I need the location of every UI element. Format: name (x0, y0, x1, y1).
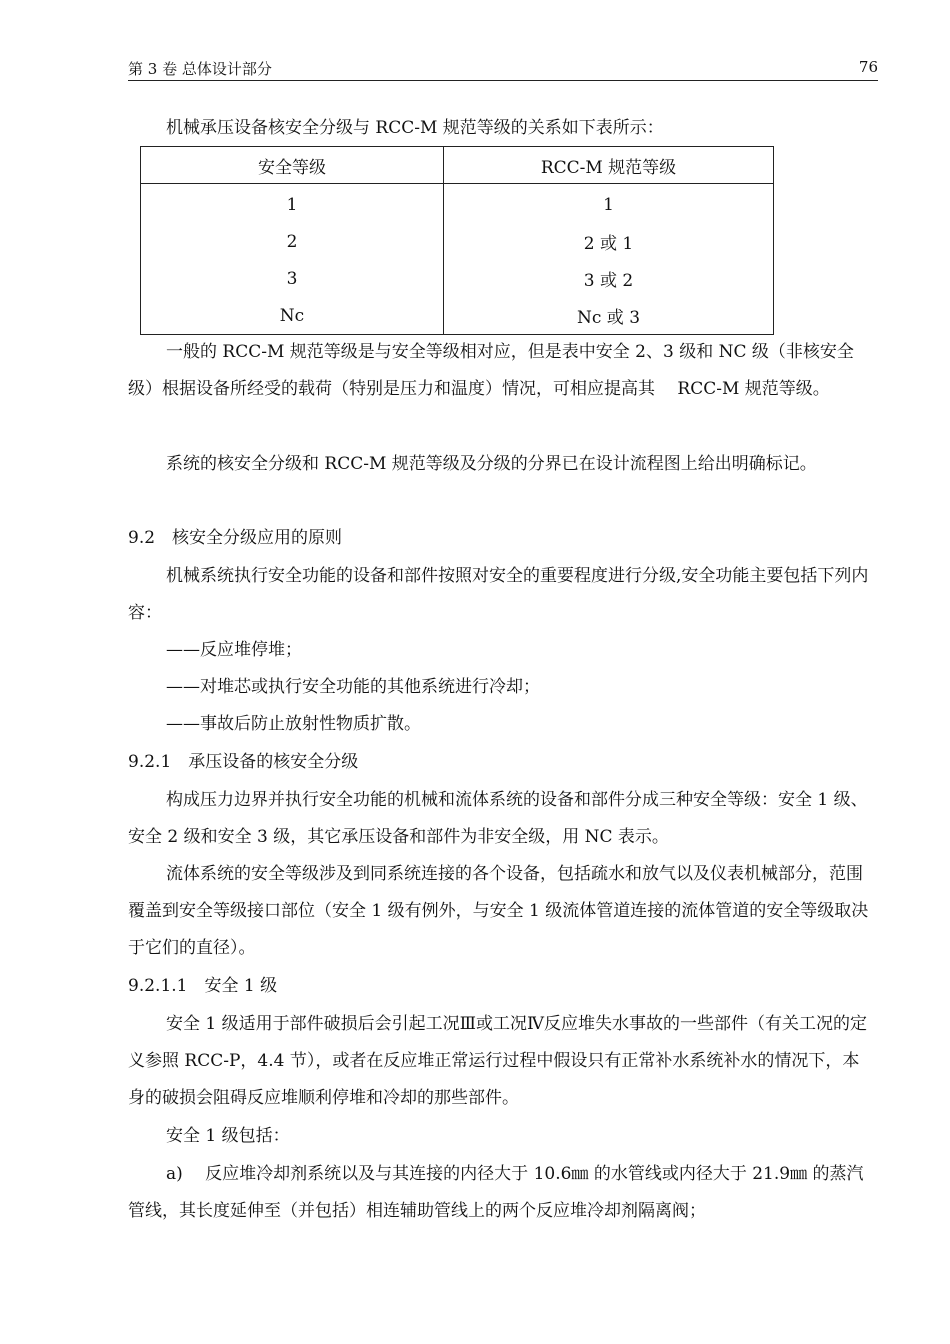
table-row (141, 260, 774, 297)
list-item: ——对堆芯或执行安全功能的其他系统进行冷却； (166, 677, 540, 697)
section-heading-9-2: 9.2 核安全分级应用的原则 (128, 528, 343, 548)
list-item-a: a) 反应堆冷却剂系统以及与其连接的内径大于 10.6㎜ 的水管线或内径大于 21.9㎜ 的蒸汽管线，其长度延伸至（并包括）相连辅助管线上的两个反应堆冷却剂隔离阀； (128, 1164, 864, 1221)
table-cell: 1 (444, 184, 774, 224)
list-item: ——事故后防止放射性物质扩散。 (166, 714, 421, 734)
table-cell: 1 (141, 184, 444, 224)
table-cell: 2 (141, 223, 444, 260)
column-header-rccm-class: RCC-M 规范等级 (444, 147, 774, 184)
table-row (141, 223, 774, 260)
paragraph-safety-functions: 机械系统执行安全功能的设备和部件按照对安全的重要程度进行分级,安全功能主要包括下列内容： (128, 566, 869, 623)
paragraph-class-1-includes: 安全 1 级包括： (166, 1126, 290, 1146)
paragraph-flowchart-marking: 系统的核安全分级和 RCC-M 规范等级及分级的分界已在设计流程图上给出明确标记。 (166, 454, 817, 474)
paragraph-fluid-systems: 流体系统的安全等级涉及到同系统连接的各个设备，包括疏水和放气以及仪表机械部分，范围覆盖到安全等级接口部位（安全 1 级有例外，与安全 1 级流体管道连接的流体管道的安全等级取决于它们的直径）。 (128, 864, 869, 958)
column-header-safety-class: 安全等级 (141, 147, 444, 184)
paragraph-three-classes: 构成压力边界并执行安全功能的机械和流体系统的设备和部件分成三种安全等级：安全 1 级、安全 2 级和安全 3 级，其它承压设备和部件为非安全级，用 NC 表示。 (128, 790, 868, 847)
page-number: 76 (858, 58, 878, 76)
table-row (141, 184, 774, 224)
table-cell: 2 或 1 (444, 223, 774, 260)
section-heading-9-2-1-1: 9.2.1.1 安全 1 级 (128, 976, 278, 996)
paragraph-rccm-correspondence: 一般的 RCC-M 规范等级是与安全等级相对应，但是表中安全 2、3 级和 NC 级（非核安全级）根据设备所经受的载荷（特别是压力和温度）情况，可相应提高其 RCC-M 规范等级。 (128, 342, 854, 399)
table-row (141, 297, 774, 335)
safety-class-table (140, 146, 774, 335)
table-cell: 3 (141, 260, 444, 297)
table-cell: Nc 或 3 (444, 297, 774, 335)
paragraph-class-1-definition: 安全 1 级适用于部件破损后会引起工况Ⅲ或工况Ⅳ反应堆失水事故的一些部件（有关工况的定义参照 RCC-P，4.4 节），或者在反应堆正常运行过程中假设只有正常补水系统补水的情况下，本身的破损会阻碍反应堆顺利停堆和冷却的那些部件。 (128, 1014, 867, 1108)
table-cell: Nc (141, 297, 444, 335)
section-heading-9-2-1: 9.2.1 承压设备的核安全分级 (128, 752, 359, 772)
table-intro: 机械承压设备核安全分级与 RCC-M 规范等级的关系如下表所示： (166, 118, 664, 138)
table-header-row (141, 147, 774, 184)
list-item: ——反应堆停堆； (166, 640, 302, 660)
page-header (128, 58, 878, 81)
table-cell: 3 或 2 (444, 260, 774, 297)
header-volume-title: 第 3 卷 总体设计部分 (128, 60, 272, 78)
